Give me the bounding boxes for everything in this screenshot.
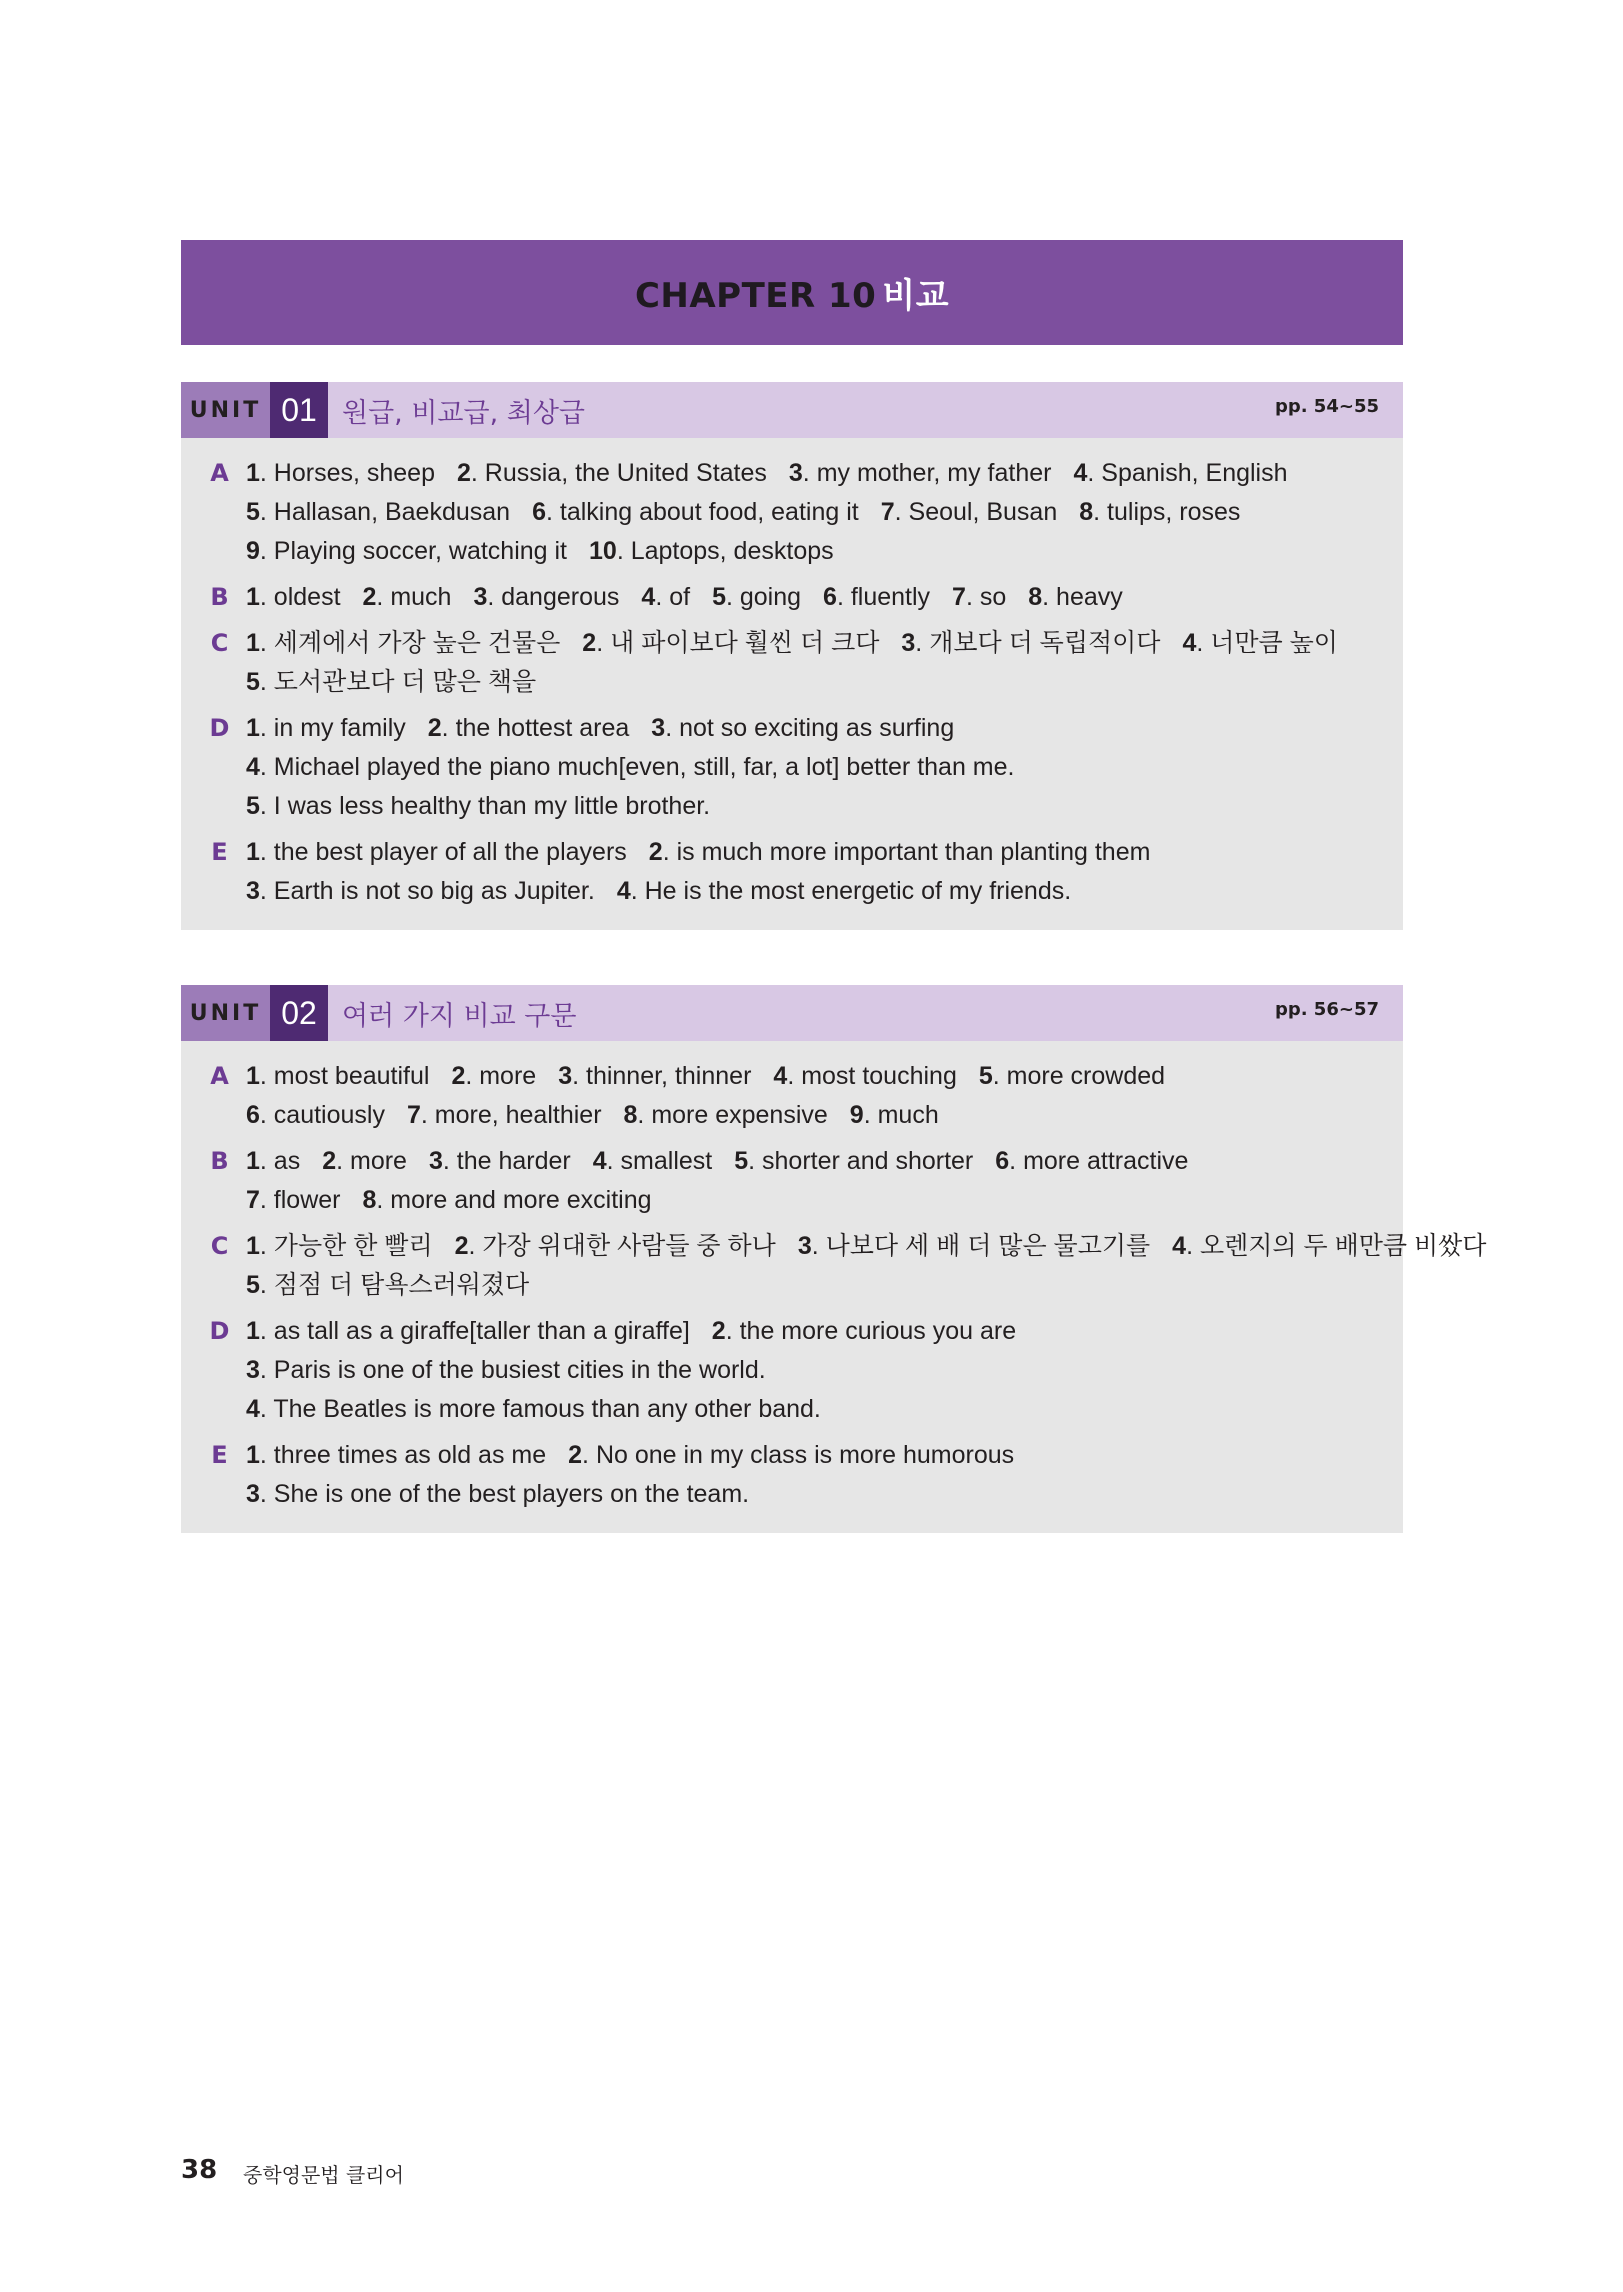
answer-number: 3 [473,583,488,611]
answer-item [246,1271,529,1299]
answer-item [246,1356,766,1384]
answer-item [246,668,536,696]
answer-number: 8 [1028,583,1043,611]
group-lines [246,1227,1508,1305]
group-lines [246,624,1403,702]
answer-item [901,629,1160,657]
answer-number: 4 [773,1062,788,1090]
answer-number: 4 [592,1147,607,1175]
answer-item [322,1147,407,1175]
unit-label: UNIT [181,382,270,438]
answer-item [246,1062,429,1090]
answer-text: . Playing soccer, watching it [259,537,567,565]
answer-number: 3 [246,877,260,905]
answer-text: . I was less healthy than my little brother. [259,792,711,820]
answer-number: 1 [246,1147,260,1175]
answer-line [246,1351,1403,1390]
answer-line [246,454,1403,493]
book-title: 중학영문법 클리어 [243,2163,404,2187]
answer-text: . is much more important than planting them [662,838,1151,866]
answer-number: 4 [1073,459,1088,487]
answer-text: . the hottest area [441,714,630,742]
answer-number: 3 [246,1356,260,1384]
answer-number: 6 [995,1147,1010,1175]
answer-text: . oldest [259,583,341,611]
answer-line [246,748,1403,787]
answer-text: . the harder [442,1147,571,1175]
answer-text: . three times as old as me [259,1441,547,1469]
answer-group-a [181,1057,1403,1135]
answer-item [428,714,630,742]
page-number: 38 [181,2155,218,2185]
unit-02-section [181,985,1487,1533]
answer-group-d [181,1312,1403,1429]
answer-text: . 가장 위대한 사람들 중 하나 [468,1232,776,1260]
answer-text: . She is one of the best players on the team. [259,1480,750,1508]
chapter-title-en: CHAPTER 10 [634,276,877,316]
answer-number: 9 [849,1101,864,1129]
answer-number: 2 [457,459,471,487]
answer-line [246,1181,1403,1220]
answer-item [246,1147,300,1175]
answer-number: 8 [362,1186,377,1214]
answer-item [952,583,1006,611]
answer-text: . more and more exciting [376,1186,652,1214]
answer-line [246,1266,1508,1305]
answer-number: 6 [532,498,546,526]
answer-text: . more expensive [637,1101,828,1129]
group-letter: E [211,838,228,866]
answer-line [246,663,1403,702]
answer-group-d [181,709,1403,826]
answer-number: 3 [788,459,803,487]
answer-item [881,498,1058,526]
answer-line [246,872,1403,911]
answer-number: 4 [1182,629,1197,657]
group-lines [246,1142,1403,1220]
answer-text: . the more curious you are [725,1317,1017,1345]
answer-text: . 점점 더 탐욕스러워졌다 [259,1271,530,1299]
answer-number: 3 [797,1232,812,1260]
answer-number: 1 [246,838,260,866]
answer-item [451,1062,536,1090]
answer-text: . 오렌지의 두 배만큼 비쌌다 [1186,1232,1487,1260]
unit-answers [181,1041,1487,1533]
answer-line [246,833,1403,872]
answer-text: . tulips, roses [1093,498,1241,526]
answer-item [1172,1232,1486,1260]
answer-number: 1 [246,459,260,487]
answer-number: 5 [246,1271,260,1299]
answer-item [455,1232,776,1260]
answer-number: 1 [246,1441,260,1469]
answer-text: . Russia, the United States [470,459,767,487]
answer-item [712,583,801,611]
group-letter: C [210,1232,229,1260]
answer-number: 2 [582,629,597,657]
answer-text: . Seoul, Busan [894,498,1058,526]
answer-number: 3 [558,1062,573,1090]
answer-item [789,459,1052,487]
answer-number: 1 [246,714,260,742]
answer-number: 5 [246,668,260,696]
answer-item [246,1441,546,1469]
group-lines [246,454,1403,571]
answer-number: 7 [880,498,895,526]
answer-number: 7 [246,1186,260,1214]
answer-number: 5 [246,792,260,820]
unit-header [181,382,1403,438]
answer-text: . my mother, my father [802,459,1052,487]
answer-item [246,838,627,866]
answer-item [407,1101,602,1129]
answer-text: . as [259,1147,301,1175]
chapter-title-ko: 비교 [882,276,950,316]
answer-number: 4 [246,753,260,781]
answer-text: . talking about food, eating it [545,498,859,526]
answer-text: . more [336,1147,407,1175]
answer-item [823,583,930,611]
answer-number: 2 [454,1232,469,1260]
answer-item [363,1186,652,1214]
answer-item [246,1317,690,1345]
unit-title: 여러 가지 비교 구문 [342,1000,577,1032]
answer-item [246,792,710,820]
answer-text: . more [465,1062,537,1090]
answer-number: 3 [901,629,916,657]
answer-item [617,877,1071,905]
answer-item [246,537,567,565]
answer-item [651,714,954,742]
answer-text: . 내 파이보다 훨씬 더 크다 [596,629,880,657]
answer-group-a [181,454,1403,571]
answer-number: 6 [823,583,837,611]
answer-item [624,1101,828,1129]
answer-item [1079,498,1240,526]
answer-number: 10 [589,537,617,565]
answer-item [995,1147,1188,1175]
group-lines [246,1312,1403,1429]
answer-group-c [181,1227,1487,1305]
answer-line [246,1312,1403,1351]
answer-text: . going [725,583,802,611]
answer-number: 8 [1079,498,1094,526]
unit-title: 원급, 비교급, 최상급 [342,397,585,429]
answer-item [1028,583,1123,611]
answer-text: . in my family [259,714,406,742]
unit-answers [181,438,1403,930]
unit-header [181,985,1403,1041]
answer-number: 6 [246,1101,260,1129]
answer-text: . 세계에서 가장 높은 건물은 [259,629,561,657]
group-lines [246,833,1403,911]
unit-label: UNIT [181,985,270,1041]
answer-number: 4 [246,1395,260,1423]
answer-text: . flower [259,1186,341,1214]
group-letter: B [210,583,229,611]
answer-item [246,629,560,657]
answer-line [246,1096,1403,1135]
answer-text: . shorter and shorter [748,1147,974,1175]
answer-item [246,714,406,742]
answer-number: 2 [362,583,377,611]
answer-text: . Earth is not so big as Jupiter. [259,877,595,905]
answer-text: . Michael played the piano much[even, still, far, a lot] better than me. [259,753,1015,781]
answer-text: . thinner, thinner [572,1062,752,1090]
answer-item [589,537,834,565]
answer-text: . Horses, sheep [259,459,435,487]
answer-line [246,1227,1508,1266]
answer-item [246,753,1014,781]
answer-number: 1 [246,1062,260,1090]
answer-item [473,583,619,611]
answer-line [246,1475,1403,1514]
answer-line [246,1390,1403,1429]
answer-item [246,877,595,905]
unit-01-section [181,382,1403,930]
answer-text: . of [655,583,691,611]
answer-item [773,1062,956,1090]
chapter-banner [181,240,1403,345]
unit-number: 02 [270,985,328,1041]
chapter-title [635,268,949,317]
answer-line [246,578,1403,617]
answer-number: 3 [246,1480,260,1508]
answer-text: . He is the most energetic of my friends. [630,877,1072,905]
answer-number: 3 [428,1147,443,1175]
answer-text: . much [863,1101,939,1129]
answer-text: . more, healthier [420,1101,602,1129]
answer-text: . No one in my class is more humorous [582,1441,1015,1469]
answer-item [246,583,341,611]
answer-item [568,1441,1014,1469]
answer-item [246,498,510,526]
answer-line [246,1142,1403,1181]
group-lines [246,578,1403,617]
answer-item [798,1232,1150,1260]
answer-line [246,709,1403,748]
answer-item [246,1480,749,1508]
answer-line [246,532,1403,571]
answer-line [246,624,1403,663]
answer-number: 4 [616,877,631,905]
answer-item [649,838,1151,866]
group-letter: D [209,1317,230,1345]
unit-pages: pp. 56~57 [1274,999,1379,1020]
answer-item [850,1101,939,1129]
answer-number: 7 [952,583,966,611]
unit-number: 01 [270,382,328,438]
answer-text: . 나보다 세 배 더 많은 물고기를 [811,1232,1151,1260]
answer-number: 2 [322,1147,337,1175]
answer-number: 8 [623,1101,638,1129]
answer-text: . 너만큼 높이 [1196,629,1338,657]
answer-line [246,1057,1403,1096]
answer-text: . much [376,583,452,611]
answer-item [246,1395,821,1423]
answer-item [363,583,452,611]
answer-text: . more attractive [1009,1147,1189,1175]
answer-item [246,459,435,487]
answer-text: . dangerous [487,583,620,611]
answer-line [246,493,1403,532]
group-letter: C [210,629,229,657]
unit-pages: pp. 54~55 [1274,396,1379,417]
answer-text: . smallest [606,1147,713,1175]
answer-item [457,459,767,487]
answer-number: 5 [734,1147,749,1175]
group-letter: E [211,1441,228,1469]
answer-number: 5 [712,583,726,611]
answer-group-e [181,833,1403,911]
answer-text: . Hallasan, Baekdusan [259,498,511,526]
answer-text: . 도서관보다 더 많은 책을 [259,668,537,696]
answer-text: . 가능한 한 빨리 [259,1232,433,1260]
answer-text: . The Beatles is more famous than any other band. [259,1395,821,1423]
answer-text: . cautiously [259,1101,385,1129]
answer-text: . so [965,583,1007,611]
answer-number: 2 [427,714,442,742]
answer-item [246,1101,385,1129]
answer-text: . Spanish, English [1087,459,1288,487]
answer-item [246,1186,341,1214]
answer-number: 4 [1172,1232,1187,1260]
answer-item [429,1147,571,1175]
group-lines [246,1057,1403,1135]
answer-text: . more crowded [992,1062,1166,1090]
answer-text: . Paris is one of the busiest cities in the world. [259,1356,766,1384]
answer-number: 1 [246,1317,260,1345]
answer-number: 2 [648,838,663,866]
answer-item [582,629,879,657]
answer-line [246,787,1403,826]
group-letter: A [210,459,229,487]
answer-item [641,583,690,611]
answer-number: 4 [641,583,656,611]
answer-text: . as tall as a giraffe[taller than a giraffe] [259,1317,690,1345]
answer-group-b [181,578,1403,617]
answer-item [734,1147,973,1175]
answer-group-c [181,624,1403,702]
answer-number: 2 [711,1317,726,1345]
answer-text: . not so exciting as surfing [665,714,955,742]
group-lines [246,1436,1403,1514]
answer-text: . most touching [787,1062,957,1090]
answer-item [1073,459,1287,487]
answer-number: 3 [651,714,666,742]
answer-number: 5 [978,1062,993,1090]
answer-number: 1 [246,583,260,611]
answer-text: . 개보다 더 독립적이다 [915,629,1161,657]
answer-number: 5 [246,498,260,526]
answer-line [246,1436,1403,1475]
answer-item [593,1147,713,1175]
answer-group-e [181,1436,1403,1514]
answer-item [1182,629,1338,657]
group-letter: B [210,1147,229,1175]
answer-text: . heavy [1042,583,1123,611]
answer-group-b [181,1142,1403,1220]
answer-number: 2 [451,1062,466,1090]
answer-text: . Laptops, desktops [616,537,834,565]
answer-number: 1 [246,629,260,657]
answer-number: 1 [246,1232,260,1260]
answer-number: 9 [246,537,260,565]
answer-number: 2 [568,1441,583,1469]
answer-text: . fluently [836,583,931,611]
answer-item [712,1317,1016,1345]
group-letter: D [209,714,230,742]
answer-text: . the best player of all the players [259,838,627,866]
answer-item [532,498,859,526]
answer-item [979,1062,1165,1090]
answer-item [246,1232,433,1260]
group-letter: A [210,1062,229,1090]
group-lines [246,709,1403,826]
answer-item [558,1062,751,1090]
answer-number: 7 [406,1101,421,1129]
answer-text: . most beautiful [259,1062,430,1090]
